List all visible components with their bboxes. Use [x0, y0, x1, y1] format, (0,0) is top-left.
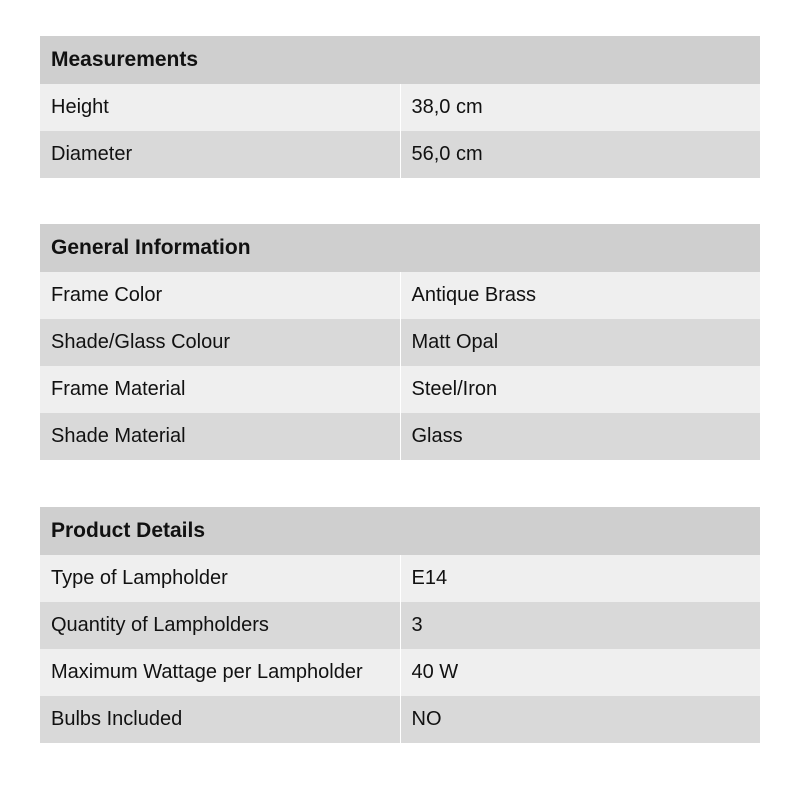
product-title: Product Details: [40, 507, 760, 555]
spec-value: 3: [400, 602, 760, 649]
spec-value: NO: [400, 696, 760, 743]
spec-row-frame-color: [40, 272, 760, 319]
spec-row-height: [40, 84, 760, 131]
product-details-table: [40, 507, 760, 743]
spec-row-max-wattage: [40, 649, 760, 696]
general-header-row: [40, 224, 760, 272]
measurements-title: Measurements: [40, 36, 760, 84]
spec-label: Height: [40, 84, 400, 131]
spec-row-diameter: [40, 131, 760, 178]
general-information-table: [40, 224, 760, 460]
spec-value: 38,0 cm: [400, 84, 760, 131]
spec-value: Antique Brass: [400, 272, 760, 319]
spec-row-frame-material: [40, 366, 760, 413]
spec-row-lampholder-type: [40, 555, 760, 602]
spec-value: Glass: [400, 413, 760, 460]
spec-label: Maximum Wattage per Lampholder: [40, 649, 400, 696]
spec-row-lampholder-quantity: [40, 602, 760, 649]
spec-label: Diameter: [40, 131, 400, 178]
spec-value: E14: [400, 555, 760, 602]
spec-value: Steel/Iron: [400, 366, 760, 413]
spec-row-shade-material: [40, 413, 760, 460]
spec-value: 56,0 cm: [400, 131, 760, 178]
spec-label: Frame Color: [40, 272, 400, 319]
spec-value: 40 W: [400, 649, 760, 696]
spec-label: Frame Material: [40, 366, 400, 413]
spec-label: Quantity of Lampholders: [40, 602, 400, 649]
general-title: General Information: [40, 224, 760, 272]
measurements-table: [40, 36, 760, 178]
spec-label: Type of Lampholder: [40, 555, 400, 602]
spec-label: Shade Material: [40, 413, 400, 460]
spec-label: Shade/Glass Colour: [40, 319, 400, 366]
measurements-header-row: [40, 36, 760, 84]
spec-label: Bulbs Included: [40, 696, 400, 743]
spec-value: Matt Opal: [400, 319, 760, 366]
spec-row-bulbs-included: [40, 696, 760, 743]
spec-row-shade-glass-colour: [40, 319, 760, 366]
product-header-row: [40, 507, 760, 555]
